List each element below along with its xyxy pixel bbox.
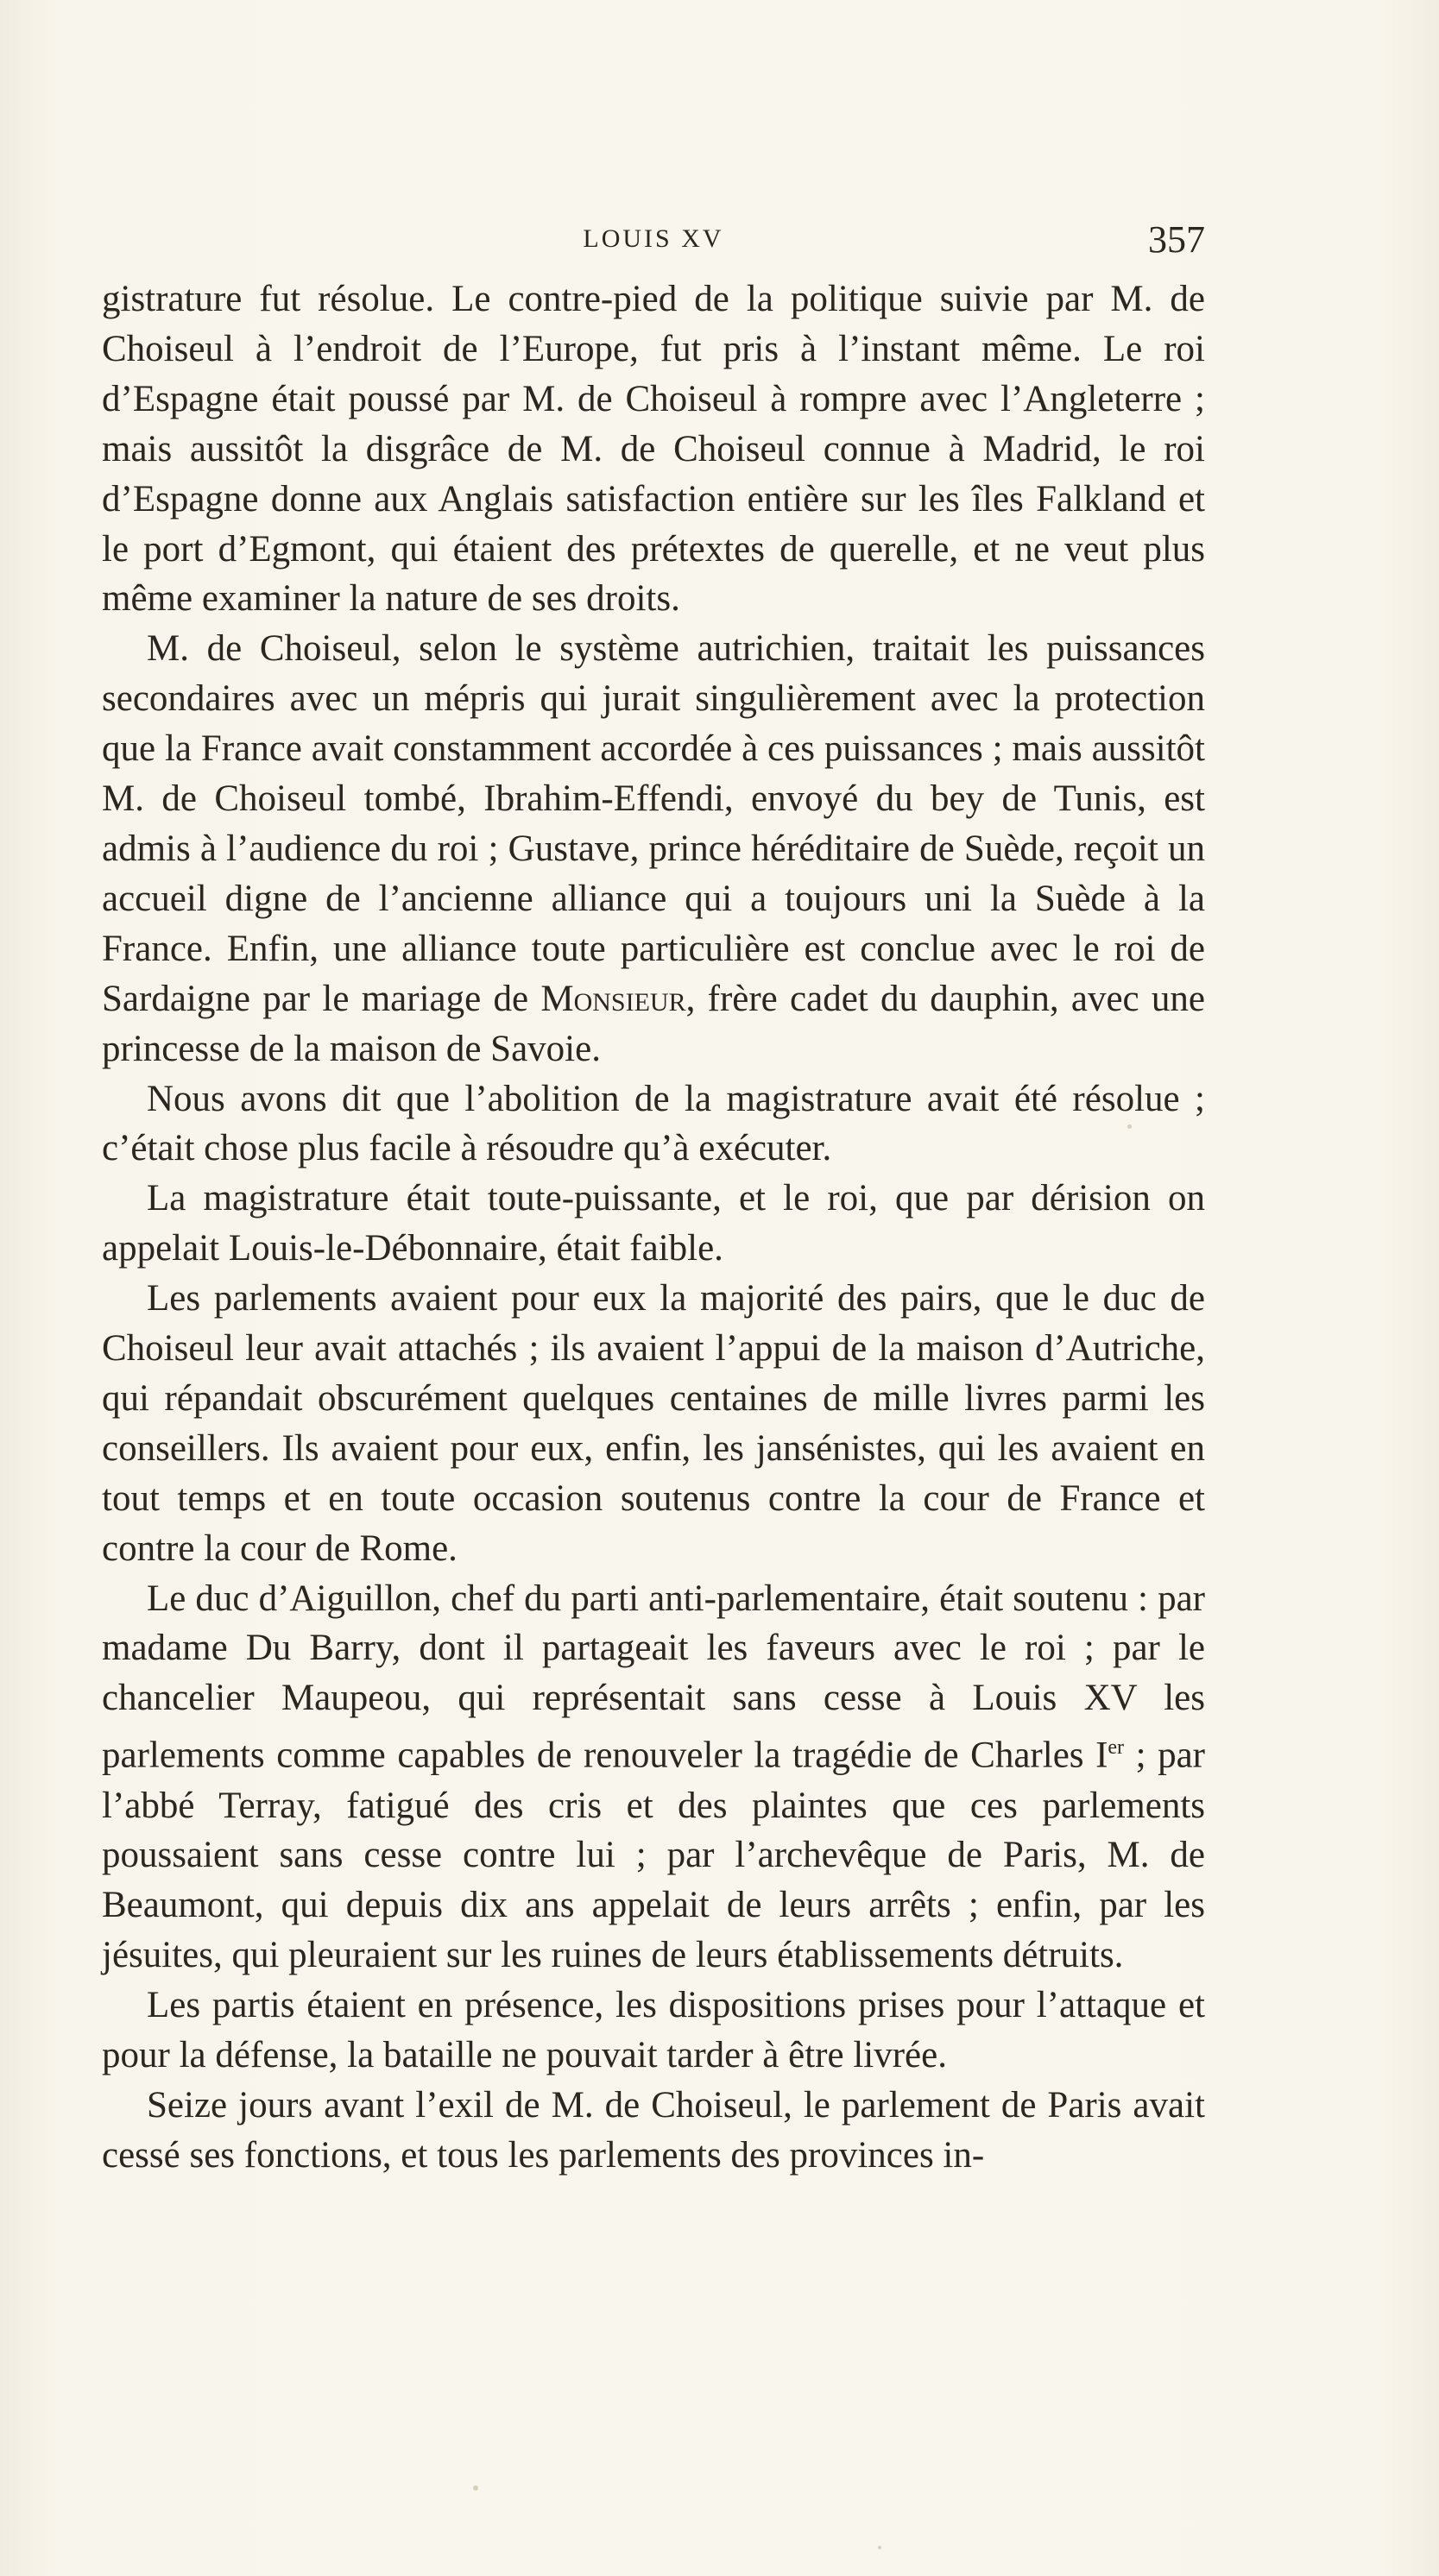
paragraph-6 (102, 1574, 1205, 1981)
paper-speck (473, 2485, 478, 2491)
page-number: 357 (1148, 218, 1205, 261)
body-text (102, 274, 1205, 2181)
paragraph-6-text-after: ; par l’abbé Terray, fatigué des cris et des plaintes que ces parlements poussaient sans cesse contre lui ; par l’archevêque de Paris, M. de Beaumont, qui depuis dix ans appelait de leurs arrêts ; enfin, par les jésuites, qui pleuraient sur les ruines de leurs établissements détruits. (102, 1735, 1206, 1976)
paragraph-7 (102, 1981, 1205, 2081)
paragraph-6-superscript: er (1108, 1736, 1125, 1760)
paper-speck (878, 2546, 881, 2549)
paragraph-4-text: La magistrature était toute-puissante, et le roi, que par dérision on appelait Louis-le-Débonnaire, était faible. (102, 1178, 1205, 1269)
running-title: LOUIS XV (583, 224, 724, 253)
running-head (102, 217, 1205, 269)
paragraph-2-text-after: , frère cadet du dauphin, avec une princesse de la maison de Savoie. (102, 978, 1205, 1069)
paragraph-2-text-before: M. de Choiseul, selon le système autrichien, traitait les puissances secondaires avec un mépris qui jurait singulièrement avec la protection que la France avait constamment accordée à ces puissances ; mais aussitôt M. de Choiseul tombé, Ibrahim-Effendi, envoyé du bey de Tunis, est admis à l’audience du roi ; Gustave, prince héréditaire de Suède, reçoit un accueil digne de l’ancienne alliance qui a toujours uni la Suède à la France. Enfin, une alliance toute particulière est conclue avec le roi de Sardaigne par le mariage de (102, 628, 1205, 1019)
paragraph-3 (102, 1074, 1205, 1175)
paragraph-4 (102, 1174, 1205, 1274)
paragraph-8-text: Seize jours avant l’exil de M. de Choiseul, le parlement de Paris avait cessé ses fonctions, et tous les parlements des provinces in- (102, 2084, 1205, 2176)
paragraph-7-text: Les partis étaient en présence, les dispositions prises pour l’attaque et pour la défense, la bataille ne pouvait tarder à être livrée. (102, 1985, 1205, 2076)
paper-speck (1127, 1124, 1132, 1129)
paragraph-2 (102, 624, 1205, 1074)
paragraph-3-text: Nous avons dit que l’abolition de la magistrature avait été résolue ; c’était chose plus facile à résoudre qu’à exécuter. (102, 1078, 1205, 1169)
paragraph-1 (102, 274, 1205, 624)
paragraph-8 (102, 2081, 1205, 2181)
paragraph-1-text: gistrature fut résolue. Le contre-pied de la politique suivie par M. de Choiseul à l’endroit de l’Europe, fut pris à l’instant même. Le roi d’Espagne était poussé par M. de Choiseul à rompre avec l’Angleterre ; mais aussitôt la disgrâce de M. de Choiseul connue à Madrid, le roi d’Espagne donne aux Anglais satisfaction entière sur les îles Falkland et le port d’Egmont, qui étaient des prétextes de querelle, et ne veut plus même examiner la nature de ses droits. (102, 279, 1205, 620)
paragraph-2-smallcaps: Monsieur (540, 978, 686, 1019)
paragraph-5-text: Les parlements avaient pour eux la majorité des pairs, que le duc de Choiseul leur avait attachés ; ils avaient l’appui de la maison d’Autriche, qui répandait obscurément quelques centaines de mille livres parmi les conseillers. Ils avaient pour eux, enfin, les jansénistes, qui les avaient en tout temps et en toute occasion soutenus contre la cour de France et contre la cour de Rome. (102, 1278, 1205, 1569)
paragraph-5 (102, 1274, 1205, 1573)
paragraph-6-text-before: Le duc d’Aiguillon, chef du parti anti-parlementaire, était soutenu : par madame Du Barry, dont il partageait les faveurs avec le roi ; par le chancelier Maupeou, qui représentait sans cesse à Louis XV les parlements comme capables de renouveler la tragédie de Charles I (102, 1578, 1205, 1776)
